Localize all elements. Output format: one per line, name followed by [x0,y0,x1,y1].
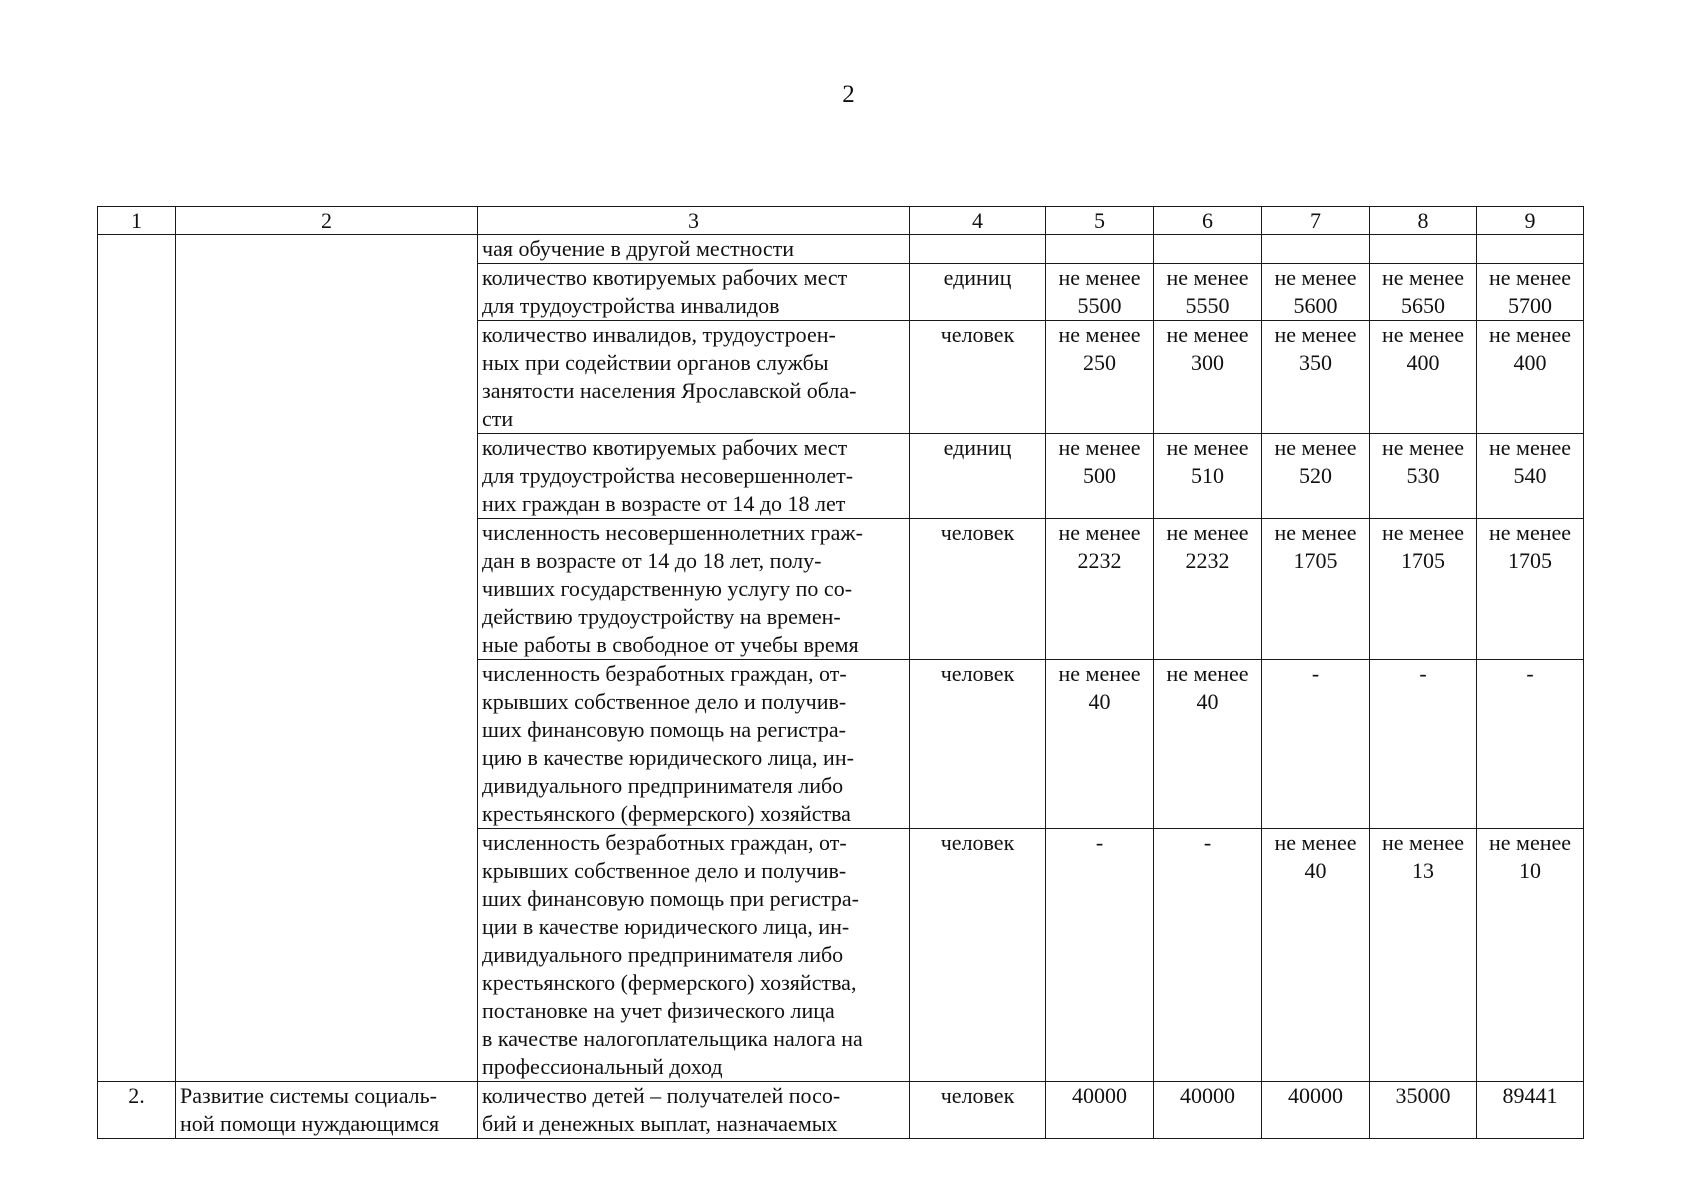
unit-cell: человек [910,519,1046,660]
section-name-cell [176,235,478,1082]
value-cell: не менее 10 [1477,829,1584,1082]
value-cell: не менее 5550 [1154,264,1262,321]
unit-cell: человек [910,1082,1046,1139]
unit-cell: единиц [910,264,1046,321]
value-cell: не менее 350 [1262,321,1370,434]
value-cell: не менее 400 [1477,321,1584,434]
value-cell: не менее 1705 [1477,519,1584,660]
value-cell: 89441 [1477,1082,1584,1139]
value-cell [1370,235,1477,264]
value-cell: не менее 300 [1154,321,1262,434]
indicator-name: численность безработных граждан, от- крывших собственное дело и получив- ших финансовую помощь на регистра- цию в качестве юридического лица, ин- дивидуального предпринимателя либо крестьянского (фермерского) хозяйства [478,660,910,829]
unit-cell: человек [910,829,1046,1082]
value-cell: не менее 250 [1046,321,1154,434]
value-cell [1262,235,1370,264]
value-cell: не менее 40 [1046,660,1154,829]
column-number: 6 [1154,207,1262,235]
table-row [98,1082,1584,1139]
column-number: 2 [176,207,478,235]
section-number: 2. [98,1082,176,1139]
indicators-table [97,206,1584,1139]
value-cell: не менее 520 [1262,434,1370,519]
unit-cell: единиц [910,434,1046,519]
value-cell: не менее 5600 [1262,264,1370,321]
column-number: 7 [1262,207,1370,235]
indicator-name: численность несовершеннолетних граж- дан в возрасте от 14 до 18 лет, полу- чивших государственную услугу по со- действию трудоустройству на времен- ные работы в свободное от учебы время [478,519,910,660]
indicator-name: численность безработных граждан, от- крывших собственное дело и получив- ших финансовую помощь при регистра- ции в качестве юридического лица, ин- дивидуального предпринимателя либо крестьянского (фермерского) хозяйства, постановке на учет физического лица в качестве налогоплательщика налога на профессиональный доход [478,829,910,1082]
value-cell: 40000 [1262,1082,1370,1139]
page-number: 2 [842,81,855,108]
table-row [98,235,1584,264]
value-cell: - [1262,660,1370,829]
value-cell [1477,235,1584,264]
indicator-name: количество квотируемых рабочих мест для трудоустройства несовершеннолет- них граждан в возрасте от 14 до 18 лет [478,434,910,519]
value-cell: не менее 400 [1370,321,1477,434]
value-cell [1154,235,1262,264]
indicator-name: количество детей – получателей посо- бий и денежных выплат, назначаемых [478,1082,910,1139]
unit-cell: человек [910,660,1046,829]
indicator-name: количество инвалидов, трудоустроен- ных при содействии органов службы занятости населения Ярославской обла- сти [478,321,910,434]
value-cell: не менее 530 [1370,434,1477,519]
value-cell: не менее 500 [1046,434,1154,519]
value-cell: не менее 5650 [1370,264,1477,321]
unit-cell [910,235,1046,264]
value-cell: 40000 [1046,1082,1154,1139]
value-cell: не менее 5700 [1477,264,1584,321]
value-cell: не менее 13 [1370,829,1477,1082]
column-number: 8 [1370,207,1477,235]
column-number: 9 [1477,207,1584,235]
value-cell: не менее 2232 [1154,519,1262,660]
value-cell: не менее 5500 [1046,264,1154,321]
section-number-cell [98,235,176,1082]
indicator-continuation: чая обучение в другой местности [478,235,910,264]
column-number-row [98,207,1584,235]
value-cell [1046,235,1154,264]
value-cell: не менее 2232 [1046,519,1154,660]
indicator-name: количество квотируемых рабочих мест для трудоустройства инвалидов [478,264,910,321]
unit-cell: человек [910,321,1046,434]
value-cell: - [1370,660,1477,829]
value-cell: не менее 1705 [1370,519,1477,660]
value-cell: не менее 510 [1154,434,1262,519]
value-cell: не менее 540 [1477,434,1584,519]
column-number: 5 [1046,207,1154,235]
section-name: Развитие системы социаль- ной помощи нуждающимся [176,1082,478,1139]
value-cell: 35000 [1370,1082,1477,1139]
value-cell: - [1154,829,1262,1082]
column-number: 1 [98,207,176,235]
value-cell: не менее 40 [1154,660,1262,829]
value-cell: 40000 [1154,1082,1262,1139]
value-cell: не менее 1705 [1262,519,1370,660]
value-cell: не менее 40 [1262,829,1370,1082]
column-number: 4 [910,207,1046,235]
value-cell: - [1046,829,1154,1082]
value-cell: - [1477,660,1584,829]
column-number: 3 [478,207,910,235]
